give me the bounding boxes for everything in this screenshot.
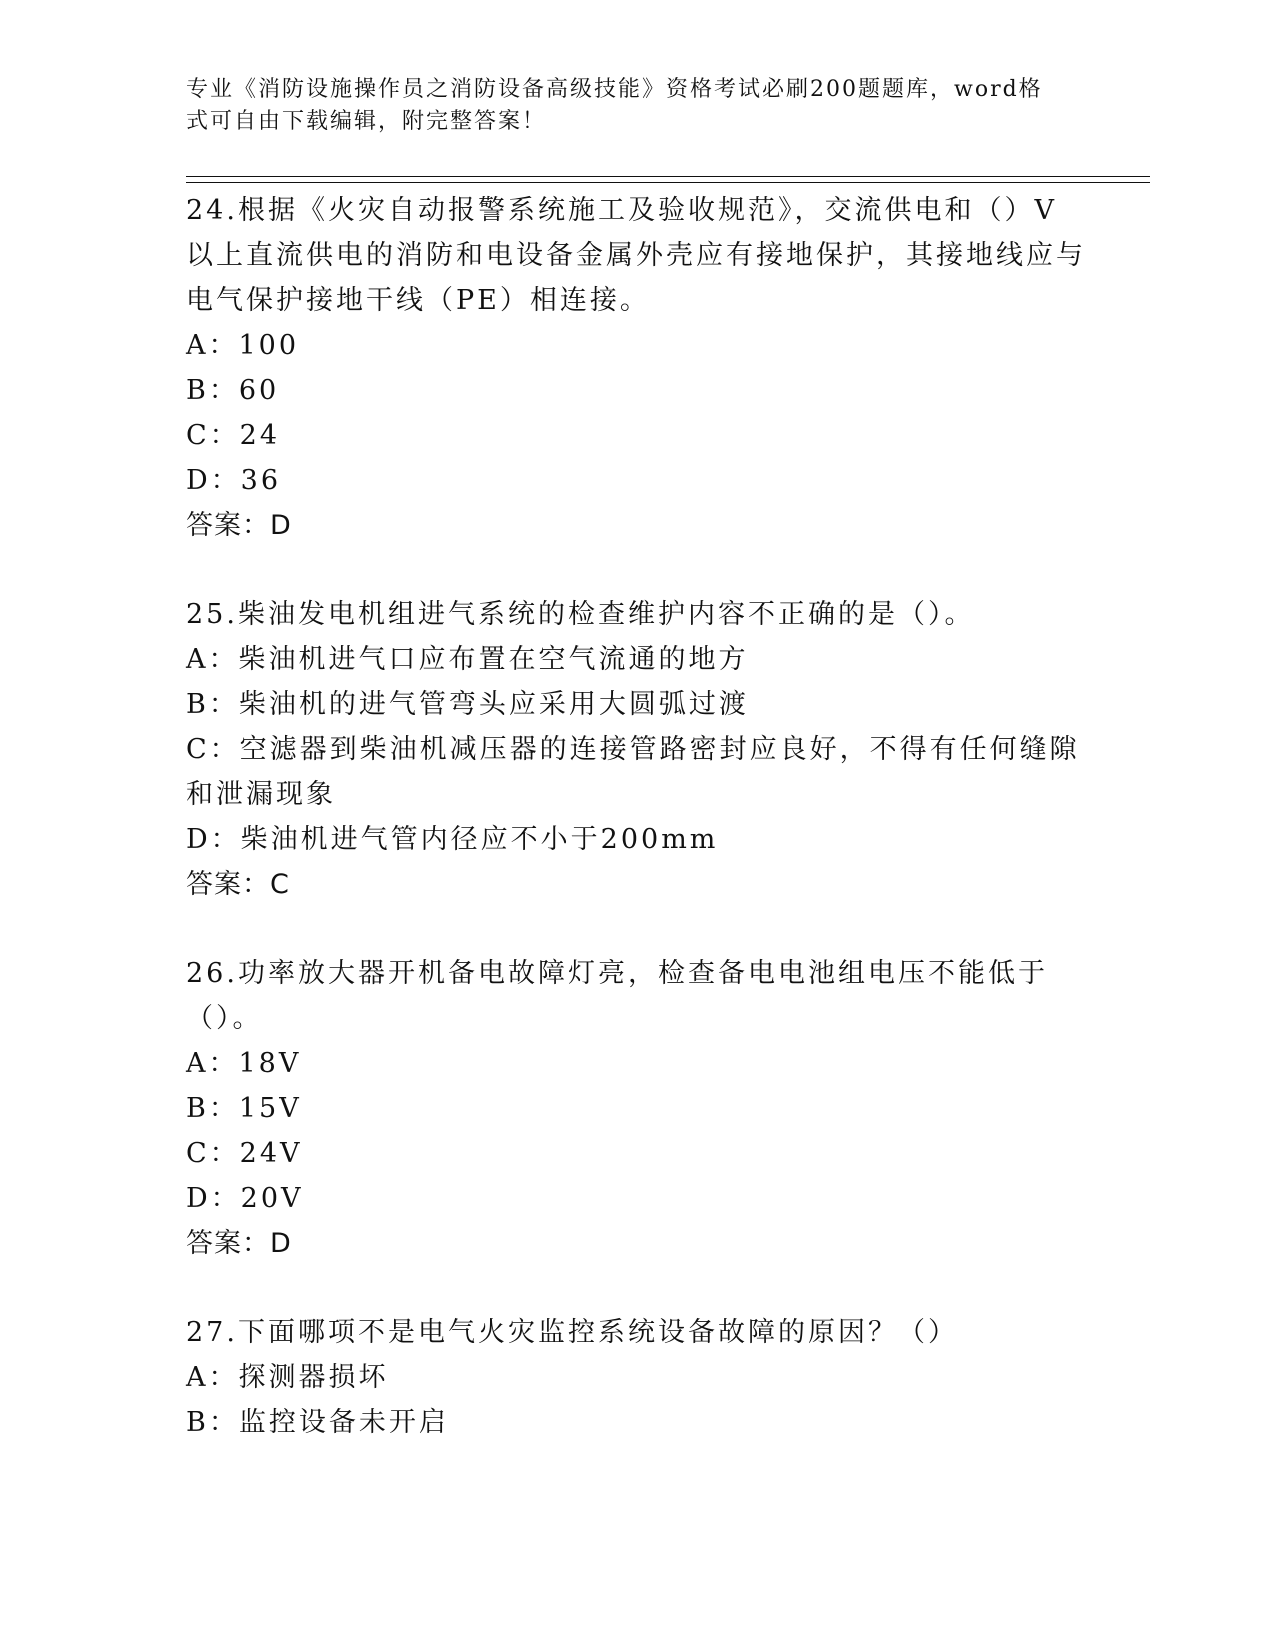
option-a [186,323,1086,368]
header-divider-top [186,176,1150,177]
option-text: 100 [238,330,300,361]
option-text: 24V [239,1138,303,1169]
option-a [186,1041,1086,1086]
answer-line: 答案：C [186,869,290,900]
question-stem: 24.根据《火灾自动报警系统施工及验收规范》，交流供电和（）V以上直流供电的消防和电设备金属外壳应有接地保护，其接地线应与电气保护接地干线（PE）相连接。 [186,195,1086,316]
option-letter: C： [186,420,240,451]
question-27 [186,1310,1086,1445]
question-24 [186,188,1086,548]
option-d [186,1176,1086,1221]
answer-line: 答案：D [186,1228,292,1259]
option-letter: D： [186,824,241,855]
option-letter: B： [186,375,239,406]
option-text: 18V [238,1048,302,1079]
option-text: 空滤器到柴油机减压器的连接管路密封应良好，不得有任何缝隙和泄漏现象 [186,734,1080,810]
option-text: 36 [240,465,282,496]
option-letter: A： [186,644,239,675]
question-25 [186,592,1086,907]
option-letter: B： [186,1407,239,1438]
option-d [186,458,1086,503]
question-stem: 26.功率放大器开机备电故障灯亮，检查备电电池组电压不能低于（）。 [186,958,1048,1034]
option-letter: A： [186,1048,239,1079]
option-letter: B： [186,689,239,720]
option-text: 60 [238,375,280,406]
option-text: 24 [239,420,281,451]
option-b [186,1400,1086,1445]
option-text: 柴油机进气口应布置在空气流通的地方 [238,644,749,675]
option-text: 监控设备未开启 [238,1407,449,1438]
option-letter: D： [186,1183,241,1214]
option-text: 柴油机的进气管弯头应采用大圆弧过渡 [238,689,749,720]
option-c [186,1131,1086,1176]
option-letter: D： [186,465,241,496]
option-letter: B： [186,1093,239,1124]
question-list [186,188,1086,1445]
option-b [186,1086,1086,1131]
option-letter: C： [186,1138,240,1169]
document-header: 专业《消防设施操作员之消防设备高级技能》资格考试必刷200题题库，word格式可自由下载编辑，附完整答案！ [186,77,1043,134]
option-text: 20V [240,1183,304,1214]
option-letter: A： [186,330,239,361]
option-b [186,368,1086,413]
question-26 [186,951,1086,1266]
question-stem: 27.下面哪项不是电气火灾监控系统设备故障的原因？（） [186,1317,958,1348]
option-c [186,727,1086,817]
question-stem: 25.柴油发电机组进气系统的检查维护内容不正确的是（）。 [186,599,975,630]
header-divider-bottom [186,182,1150,183]
option-c [186,413,1086,458]
option-a [186,637,1086,682]
option-text: 柴油机进气管内径应不小于200mm [240,824,719,855]
option-text: 15V [238,1093,302,1124]
option-letter: A： [186,1362,239,1393]
answer-line: 答案：D [186,510,292,541]
option-d [186,817,1086,862]
option-a [186,1355,1086,1400]
option-text: 探测器损坏 [238,1362,389,1393]
option-letter: C： [186,734,240,765]
option-b [186,682,1086,727]
